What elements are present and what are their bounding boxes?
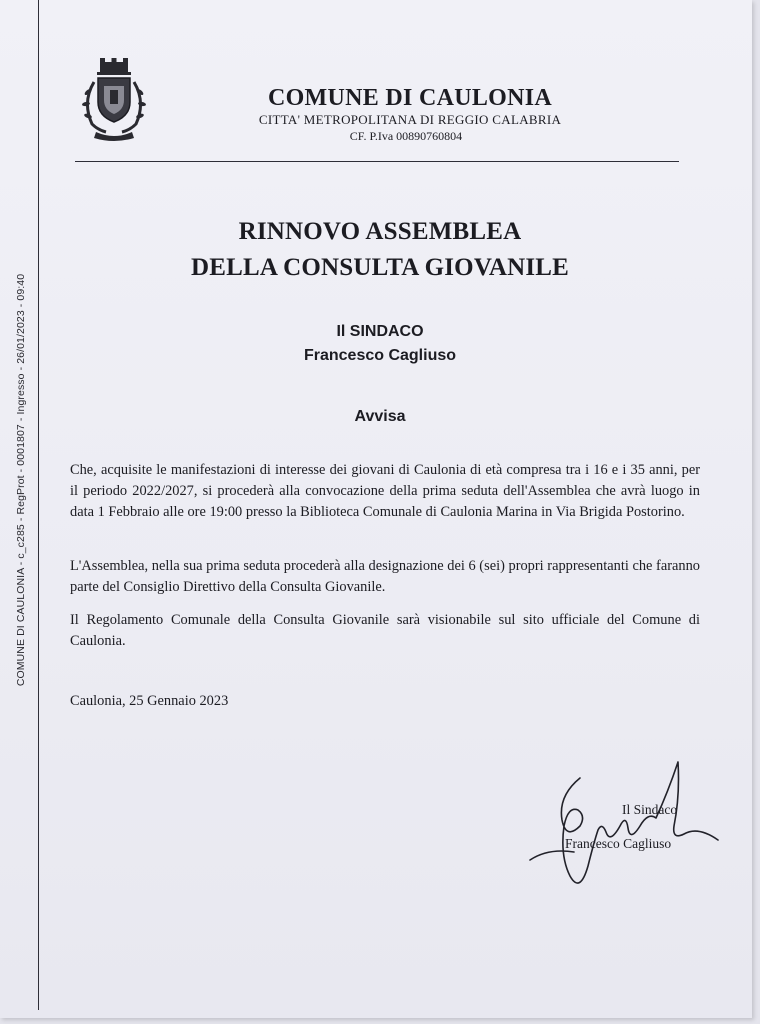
tax-id: CF. P.Iva 00890760804 xyxy=(349,129,463,143)
paragraph-convocation: Che, acquisite le manifestazioni di interesse dei giovani di Caulonia di età compresa tra i 16 e i 35 anni, per il periodo 2022/2027, si procederà alla convocazione della prima seduta dell'Assemblea che avrà luogo in data 1 Febbraio alle ore 19:00 presso la Biblioteca Comunale di Caulonia Marina in Via Brigida Postorino. xyxy=(70,462,700,520)
letterhead xyxy=(230,84,590,144)
signature-name: Francesco Cagliuso xyxy=(565,836,672,851)
notice-heading: Avvisa xyxy=(354,408,406,425)
title-line-2: DELLA CONSULTA GIOVANILE xyxy=(190,254,570,281)
paragraph-regulation: Il Regolamento Comunale della Consulta Giovanile sarà visionabile sul sito ufficiale del Comune di Caulonia. xyxy=(70,612,700,649)
municipality-name: COMUNE DI CAULONIA xyxy=(267,85,553,111)
place-date: Caulonia, 25 Gennaio 2023 xyxy=(70,693,229,709)
metropolitan-city: CITTA' METROPOLITANA DI REGGIO CALABRIA xyxy=(258,112,562,127)
municipal-crest-icon xyxy=(80,58,148,142)
signatory-role: Il SINDACO xyxy=(336,323,424,340)
paragraph-designation: L'Assemblea, nella sua prima seduta procederà alla designazione dei 6 (sei) propri rappresentanti che faranno parte del Consiglio Direttivo della Consulta Giovanile. xyxy=(70,558,700,595)
letterhead-divider xyxy=(75,161,679,162)
margin-line xyxy=(38,0,39,1010)
document-title xyxy=(130,214,630,286)
signatory-name: Francesco Cagliuso xyxy=(303,347,457,364)
protocol-stamp: COMUNE DI CAULONIA - c_c285 - RegProt - 0001807 - Ingresso - 26/01/2023 - 09:40 xyxy=(15,273,27,687)
signature-role: Il Sindaco xyxy=(622,802,678,817)
handwritten-signature-icon xyxy=(528,756,728,906)
title-line-1: RINNOVO ASSEMBLEA xyxy=(238,218,522,245)
signatory-heading xyxy=(230,320,530,368)
